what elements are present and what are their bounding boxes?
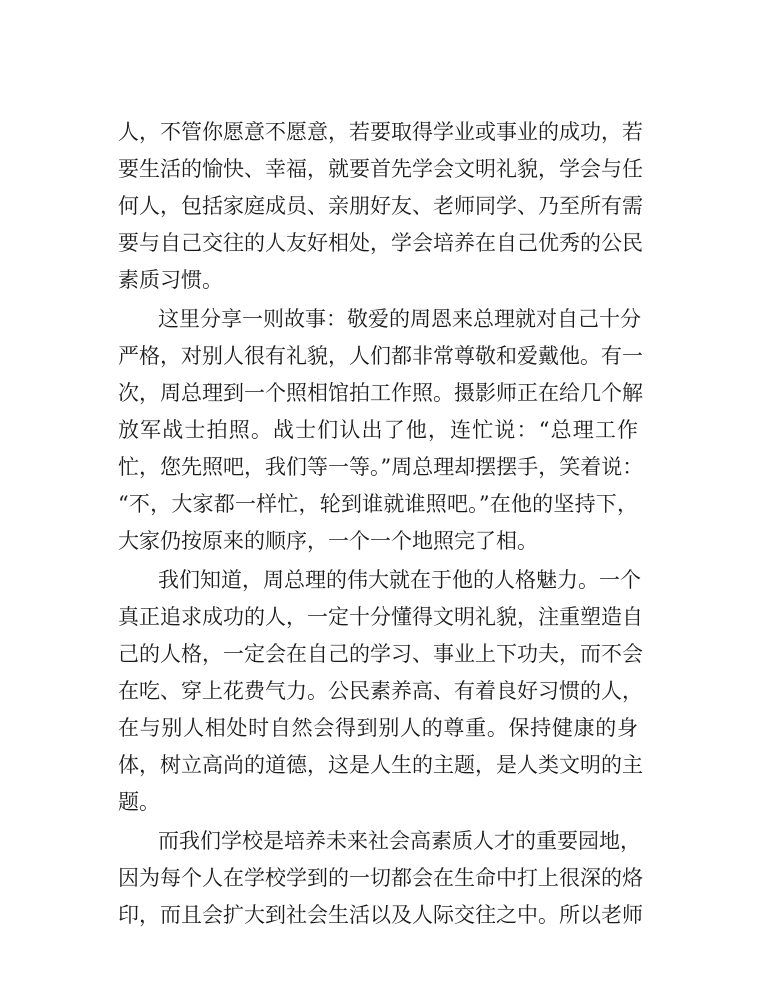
text-line: 素质习惯。 [118,268,223,292]
text-line: 大家仍按原来的顺序，一个一个地照完了相。 [118,529,538,553]
text-line: 印，而且会扩大到社会生活以及人际交往之中。所以老师 [118,903,643,927]
text-line: 何人，包括家庭成员、亲朋好友、老师同学、乃至所有需 [118,194,643,218]
text-line: 真正追求成功的人，一定十分懂得文明礼貌，注重塑造自 [118,605,643,629]
text-line: 放军战士拍照。战士们认出了他，连忙说：“总理工作 [118,418,638,442]
text-line: 己的人格，一定会在自己的学习、事业上下功夫，而不会 [118,642,643,666]
text-line: “不，大家都一样忙，轮到谁就谁照吧。”在他的坚持下， [118,492,638,516]
text-line: 我们知道，周总理的伟大就在于他的人格魅力。一个 [158,568,641,592]
text-line: 体，树立高尚的道德，这是人生的主题，是人类文明的主 [118,753,643,777]
text-line: 人，不管你愿意不愿意，若要取得学业或事业的成功，若 [118,120,643,144]
text-line: 在与别人相处时自然会得到别人的尊重。保持健康的身 [118,716,638,740]
text-line: 忙，您先照吧，我们等一等。”周总理却摆摆手，笑着说： [118,455,644,479]
text-line: 而我们学校是培养未来社会高素质人才的重要园地， [158,829,641,853]
text-line: 在吃、穿上花费气力。公民素养高、有着良好习惯的人， [118,679,643,703]
text-line: 题。 [118,790,160,814]
text-line: 这里分享一则故事：敬爱的周恩来总理就对自己十分 [158,307,641,331]
text-line: 要与自己交往的人友好相处，学会培养在自己优秀的公民 [118,231,643,255]
text-line: 因为每个人在学校学到的一切都会在生命中打上很深的烙 [118,866,643,890]
text-line: 严格，对别人很有礼貌，人们都非常尊敬和爱戴他。有一 [118,344,643,368]
text-line: 次，周总理到一个照相馆拍工作照。摄影师正在给几个解 [118,381,643,405]
text-line: 要生活的愉快、幸福，就要首先学会文明礼貌，学会与任 [118,157,643,181]
